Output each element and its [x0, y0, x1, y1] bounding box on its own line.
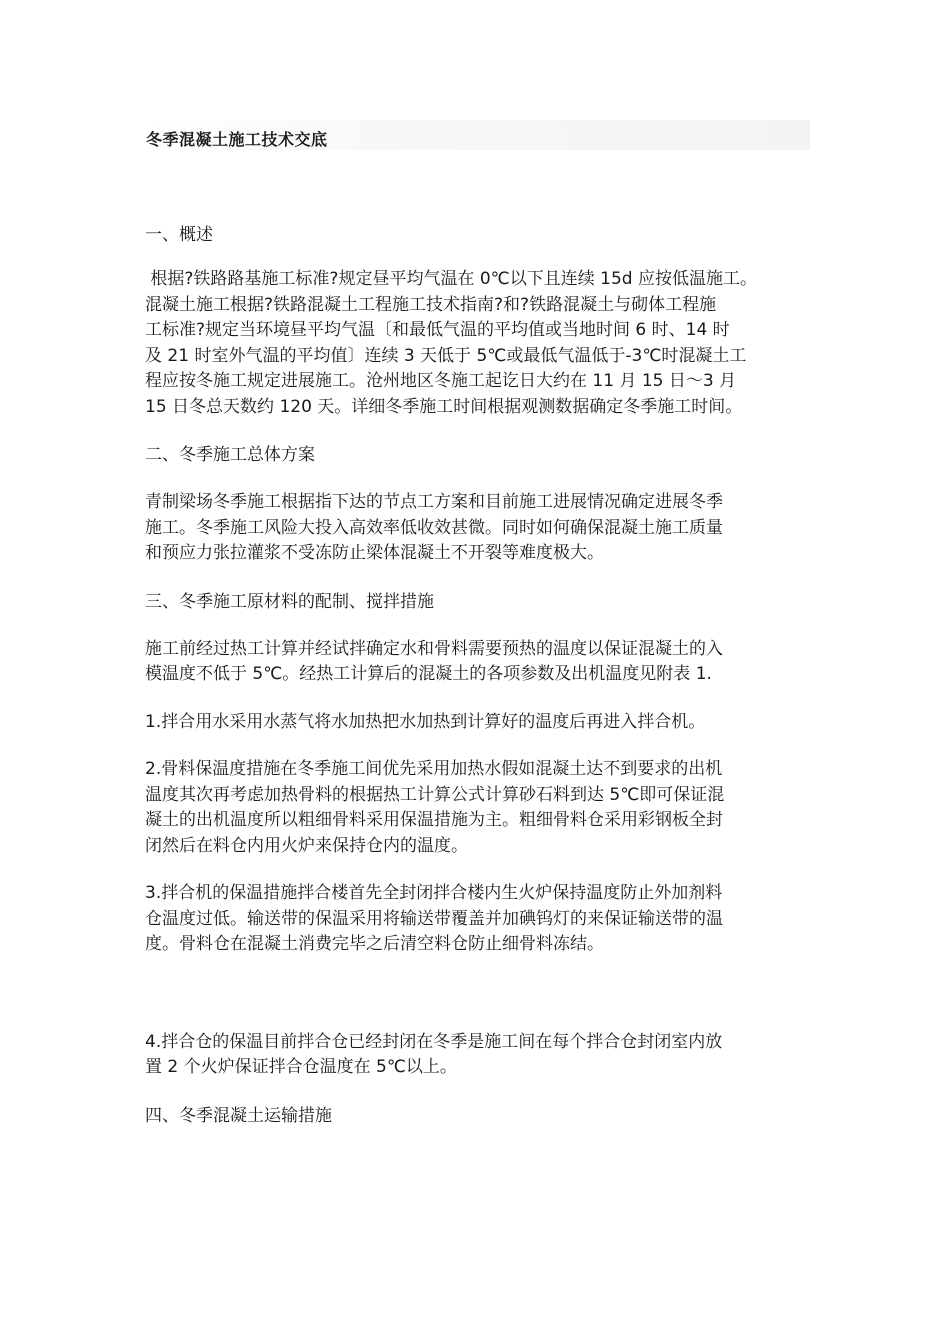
paragraph-line: 凝土的出机温度所以粗细骨料采用保温措施为主。粗细骨料仓采用彩钢板全封: [145, 810, 723, 830]
paragraph-line: 模温度不低于 5℃。经热工计算后的混凝土的各项参数及出机温度见附表 1.: [145, 664, 712, 684]
paragraph-line: 2.骨料保温度措施在冬季施工间优先采用加热水假如混凝土达不到要求的出机: [145, 759, 723, 779]
paragraph-line: 3.拌合机的保温措施拌合楼首先全封闭拌合楼内生火炉保持温度防止外加剂料: [145, 883, 723, 903]
section-heading-transport: 四、冬季混凝土运输措施: [145, 1105, 332, 1126]
paragraph-overall-plan: [145, 490, 810, 567]
paragraph-line: 施工前经过热工计算并经试拌确定水和骨料需要预热的温度以保证混凝土的入: [145, 638, 723, 659]
paragraph-line: 工标准?规定当环境昼平均气温〔和最低气温的平均值或当地时间 6 时、14 时: [145, 320, 730, 340]
paragraph-line: 闭然后在料仓内用火炉来保持仓内的温度。: [145, 835, 468, 856]
paragraph-line: 置 2 个火炉保证拌合仓温度在 5℃以上。: [145, 1057, 457, 1077]
list-item-mixer-insulation: [145, 881, 810, 958]
paragraph-materials-intro: [145, 637, 810, 688]
paragraph-line: 和预应力张拉灌浆不受冻防止梁体混凝土不开裂等难度极大。: [145, 543, 604, 563]
document-title: 冬季混凝土施工技术交底: [146, 130, 328, 149]
paragraph-line: 及 21 时室外气温的平均值〕连续 3 天低于 5℃或最低气温低于-3℃时混凝土工: [145, 345, 747, 366]
section-heading-overall-plan: 二、冬季施工总体方案: [145, 445, 315, 465]
list-item-mixing-room-insulation: [145, 1030, 810, 1081]
paragraph-line: 度。骨料仓在混凝土消费完毕之后清空料仓防止细骨料冻结。: [145, 934, 604, 954]
paragraph-line: 混凝土施工根据?铁路混凝土工程施工技术指南?和?铁路混凝土与砌体工程施: [145, 294, 717, 315]
paragraph-line: 1.拌合用水采用水蒸气将水加热把水加热到计算好的温度后再进入拌合机。: [145, 711, 706, 732]
list-item-water-heating: [145, 710, 810, 736]
paragraph-overview: [145, 267, 810, 420]
list-item-aggregate-insulation: [145, 757, 810, 859]
paragraph-line: 根据?铁路路基施工标准?规定昼平均气温在 0℃以下且连续 15d 应按低温施工。: [145, 269, 757, 289]
paragraph-line: 温度其次再考虑加热骨料的根据热工计算公式计算砂石料到达 5℃即可保证混: [145, 784, 725, 805]
paragraph-line: 青制梁场冬季施工根据指下达的节点工方案和目前施工进展情况确定进展冬季: [145, 492, 723, 512]
paragraph-line: 仓温度过低。输送带的保温采用将输送带覆盖并加碘钨灯的来保证输送带的温: [145, 908, 723, 929]
paragraph-line: 施工。冬季施工风险大投入高效率低收效甚微。同时如何确保混凝土施工质量: [145, 517, 723, 538]
paragraph-line: 程应按冬施工规定进展施工。沧州地区冬施工起讫日大约在 11 月 15 日～3 月: [145, 371, 737, 391]
paragraph-line: 15 日冬总天数约 120 天。详细冬季施工时间根据观测数据确定冬季施工时间。: [145, 396, 743, 417]
section-heading-materials: 三、冬季施工原材料的配制、搅拌措施: [145, 591, 434, 612]
section-heading-overview: 一、概述: [145, 225, 213, 245]
document-body: [145, 222, 810, 1129]
paragraph-line: 4.拌合仓的保温目前拌合仓已经封闭在冬季是施工间在每个拌合仓封闭室内放: [145, 1031, 723, 1052]
